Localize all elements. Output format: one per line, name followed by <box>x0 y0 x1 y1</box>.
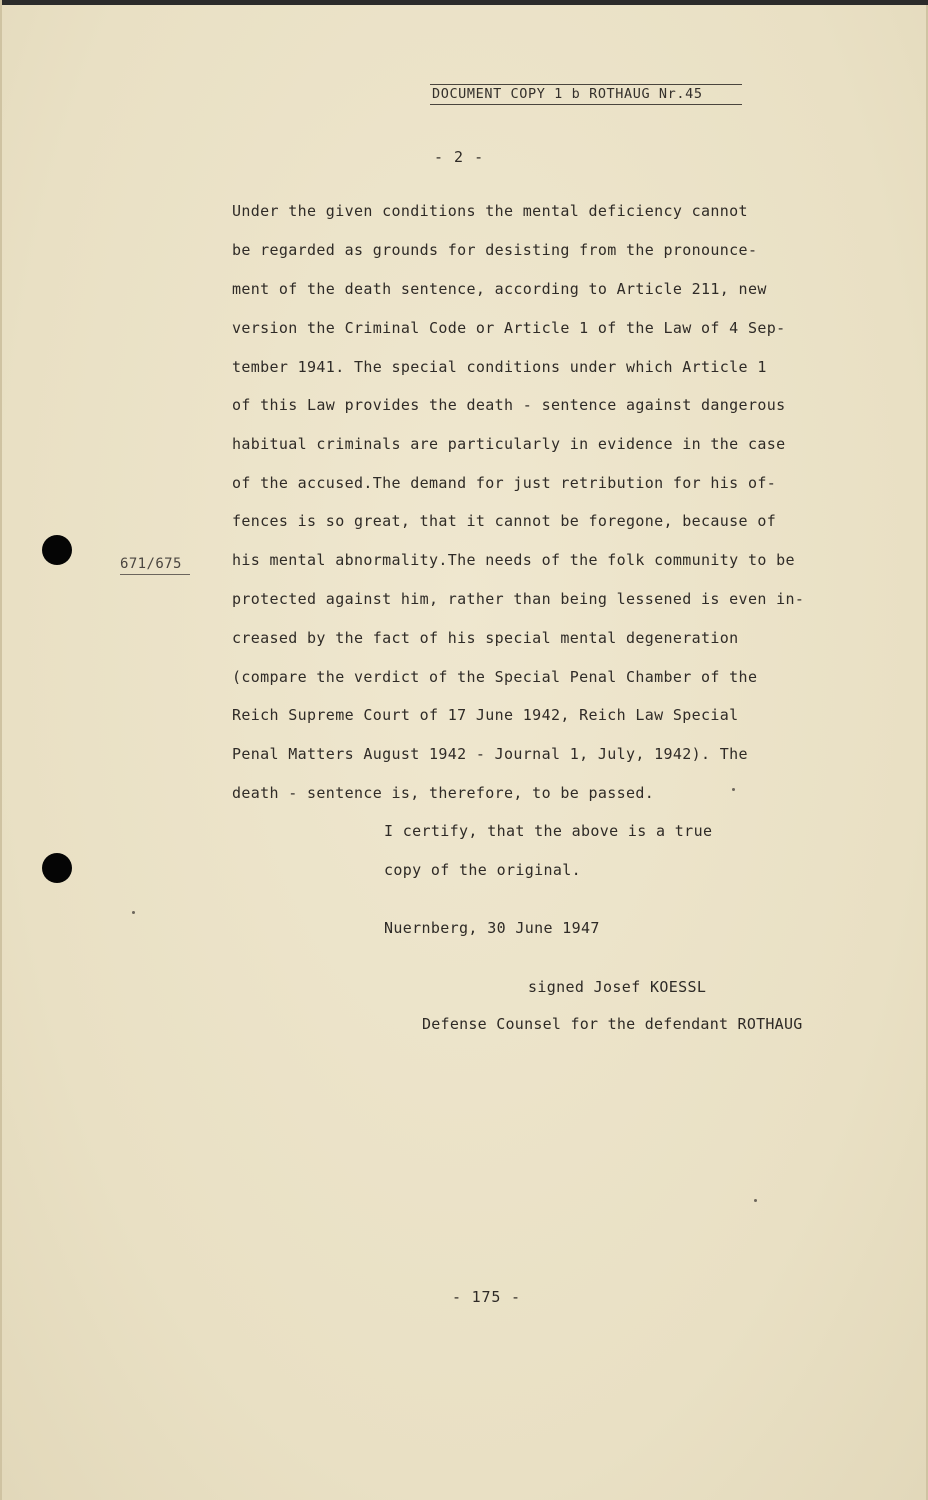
body-line: Penal Matters August 1942 - Journal 1, July, 1942). The <box>232 745 748 763</box>
body-line: tember 1941. The special conditions under which Article 1 <box>232 358 767 376</box>
certification-line: I certify, that the above is a true <box>384 822 713 840</box>
body-line: habitual criminals are particularly in evidence in the case <box>232 435 786 453</box>
body-line: version the Criminal Code or Article 1 of the Law of 4 Sep- <box>232 319 786 337</box>
body-line: fences is so great, that it cannot be foregone, because of <box>232 512 777 530</box>
body-line: of the accused.The demand for just retribution for his of- <box>232 474 777 492</box>
margin-note-underline <box>120 574 190 575</box>
paper-speck <box>754 1199 757 1202</box>
body-line: his mental abnormality.The needs of the folk community to be <box>232 551 795 569</box>
page-number-top: - 2 - <box>434 148 485 166</box>
body-line: Under the given conditions the mental deficiency cannot <box>232 202 748 220</box>
signature-line: signed Josef KOESSL <box>528 978 707 996</box>
body-line: Reich Supreme Court of 17 June 1942, Reich Law Special <box>232 706 739 724</box>
body-line: creased by the fact of his special mental degeneration <box>232 629 739 647</box>
body-line: be regarded as grounds for desisting from the pronounce- <box>232 241 758 259</box>
body-line: death - sentence is, therefore, to be passed. <box>232 784 655 802</box>
paper-speck <box>732 788 735 791</box>
paper-speck <box>132 911 135 914</box>
document-reference: DOCUMENT COPY 1 b ROTHAUG Nr.45 <box>432 86 703 102</box>
punch-hole <box>42 853 72 883</box>
place-and-date: Nuernberg, 30 June 1947 <box>384 919 600 937</box>
punch-hole <box>42 535 72 565</box>
scan-top-edge <box>2 0 928 5</box>
margin-page-reference: 671/675 <box>120 556 182 572</box>
page-number-footer: - 175 - <box>452 1288 521 1306</box>
header-rule-top <box>430 84 742 85</box>
header-rule-bottom <box>430 104 742 105</box>
body-line: protected against him, rather than being lessened is even in- <box>232 590 805 608</box>
counsel-title: Defense Counsel for the defendant ROTHAUG <box>422 1015 803 1033</box>
body-line: of this Law provides the death - sentence against dangerous <box>232 396 786 414</box>
certification-line: copy of the original. <box>384 861 581 879</box>
body-line: ment of the death sentence, according to Article 211, new <box>232 280 767 298</box>
body-line: (compare the verdict of the Special Penal Chamber of the <box>232 668 758 686</box>
